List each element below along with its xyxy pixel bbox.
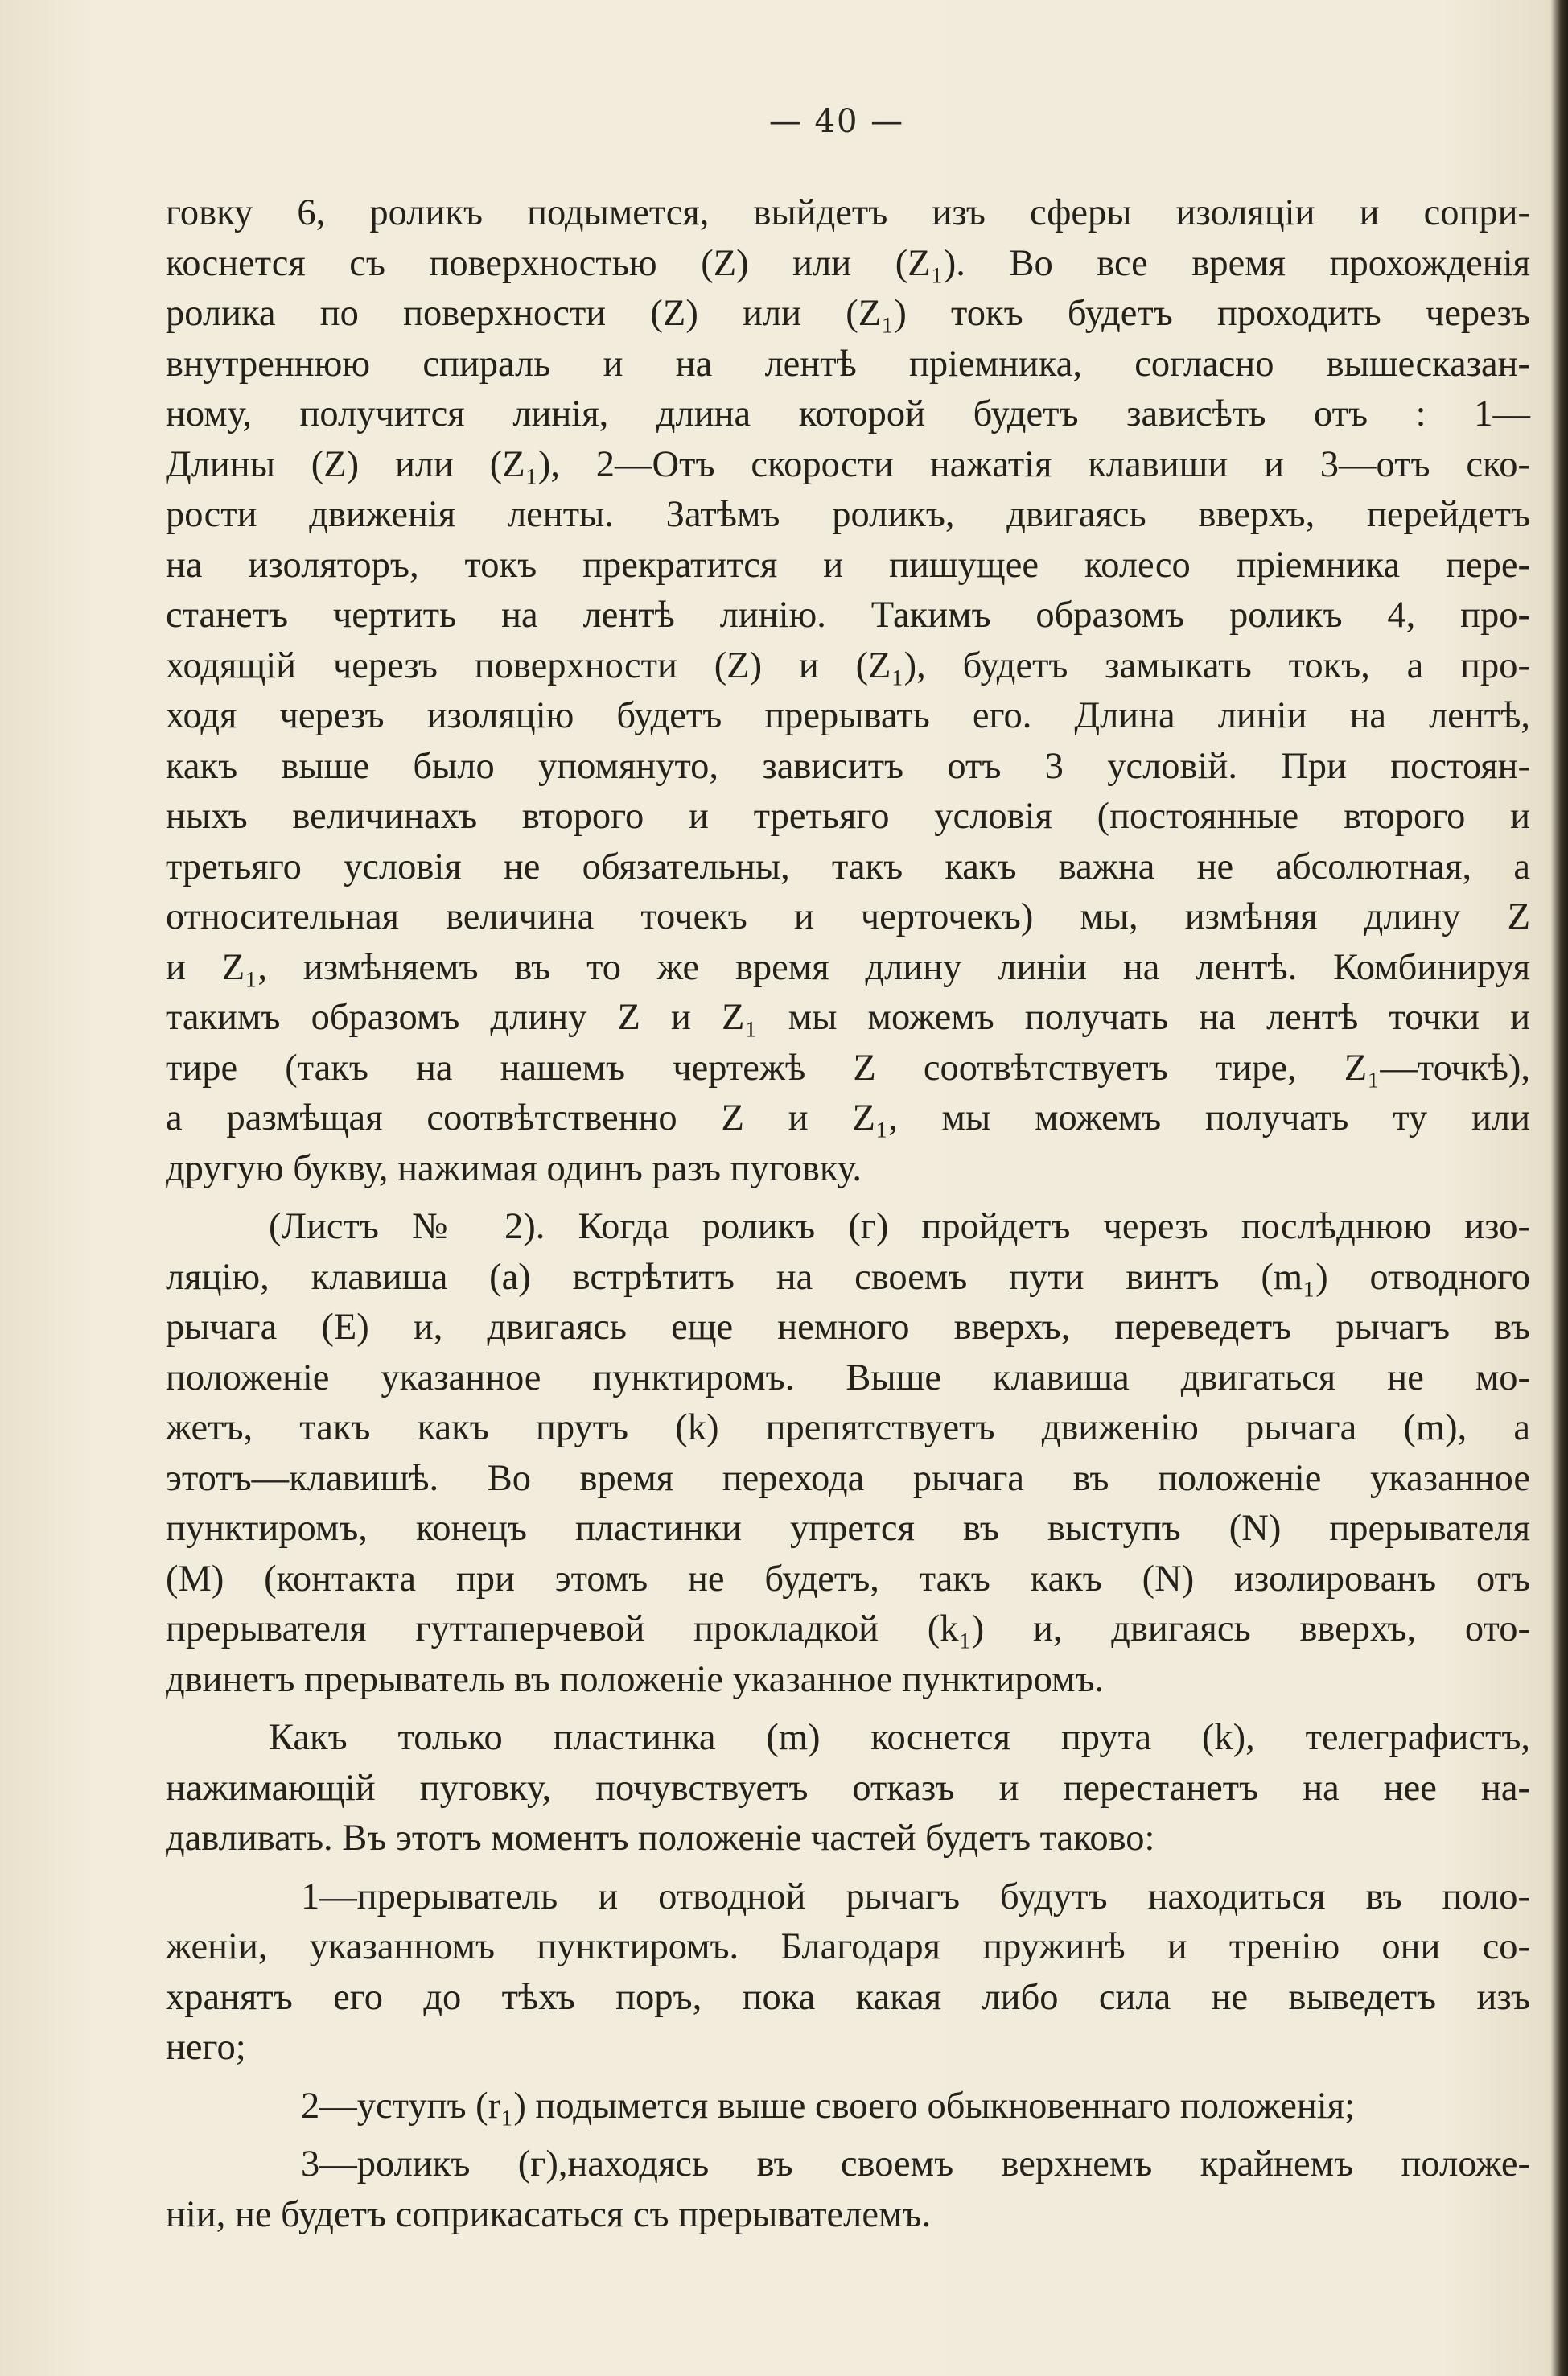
paragraph-5 — [166, 2082, 1530, 2132]
text-line: коснется съ поверхностью (Z) или (Z₁). Во все время прохожденія — [166, 242, 1530, 284]
text-line: 3—роликъ (г),находясь въ своемъ верхнемъ крайнемъ положе- — [301, 2143, 1530, 2185]
text-line: 2—уступъ (r₁) подымется выше своего обыкновеннаго положенія; — [301, 2085, 1356, 2127]
text-line: давливать. Въ этотъ моментъ положеніе частей будетъ таково: — [166, 1818, 1155, 1859]
text-line: него; — [166, 2027, 246, 2068]
text-line: Длины (Z) или (Z₁), 2—Отъ скорости нажатія клавиши и 3—отъ ско- — [166, 443, 1530, 485]
paragraph-3 — [166, 1713, 1530, 1864]
text-line: женіи, указанномъ пунктиромъ. Благодаря пружинѣ и тренію они со- — [166, 1926, 1530, 1967]
text-line: прерывателя гуттаперчевой прокладкой (k₁) и, двигаясь вверхъ, ото- — [166, 1608, 1530, 1649]
text-line: Какъ только пластинка (m) коснется прута (k), телеграфистъ, — [269, 1717, 1530, 1758]
text-line: рычага (Е) и, двигаясь еще немного вверхъ, переведетъ рычагъ въ — [166, 1307, 1530, 1348]
text-line: ходящій черезъ поверхности (Z) и (Z₁), будетъ замыкать токъ, а про- — [166, 644, 1530, 686]
text-line: рости движенія ленты. Затѣмъ роликъ, двигаясь вверхъ, перейдетъ — [166, 494, 1530, 535]
text-line: и Z₁, измѣняемъ въ то же время длину линіи на лентѣ. Комбинируя — [166, 946, 1530, 988]
text-line: (Листъ № 2). Когда роликъ (г) пройдетъ черезъ послѣднюю изо- — [269, 1206, 1530, 1247]
page-body-text — [166, 188, 1530, 2240]
text-line: этотъ—клавишѣ. Во время перехода рычага въ положеніе указанное — [166, 1457, 1530, 1499]
paragraph-2 — [166, 1202, 1530, 1705]
text-line: ному, получится линія, длина которой будетъ зависѣть отъ : 1— — [166, 393, 1530, 434]
paragraph-6 — [166, 2139, 1530, 2240]
text-line: ляцію, клавиша (а) встрѣтитъ на своемъ пути винтъ (m₁) отводного — [166, 1256, 1530, 1298]
text-line: (М) (контакта при этомъ не будетъ, такъ какъ (N) изолированъ отъ — [166, 1558, 1530, 1600]
text-line: ролика по поверхности (Z) или (Z₁) токъ будетъ проходить черезъ — [166, 293, 1530, 334]
text-line: ніи, не будетъ соприкасаться съ прерывателемъ. — [166, 2193, 932, 2235]
text-line: 1—прерыватель и отводной рычагъ будутъ находиться въ поло- — [301, 1876, 1530, 1917]
text-line: такимъ образомъ длину Z и Z₁ мы можемъ получать на лентѣ точки и — [166, 997, 1530, 1038]
text-line: станетъ чертить на лентѣ линію. Такимъ образомъ роликъ 4, про- — [166, 595, 1530, 636]
paragraph-1 — [166, 188, 1530, 1194]
text-line: жетъ, такъ какъ прутъ (k) препятствуетъ движенію рычага (m), а — [166, 1407, 1530, 1448]
text-line: третьяго условія не обязательны, такъ какъ важна не абсолютная, а — [166, 846, 1530, 887]
text-line: нажимающій пуговку, почувствуетъ отказъ и перестанетъ на нее на- — [166, 1767, 1530, 1809]
page-binding-edge — [1550, 0, 1568, 2376]
text-line: положеніе указанное пунктиромъ. Выше клавиша двигаться не мо- — [166, 1357, 1530, 1398]
page-number: — 40 — — [768, 103, 905, 140]
text-line: на изоляторъ, токъ прекратится и пишущее колесо пріемника пере- — [166, 544, 1530, 586]
text-line: тире (такъ на нашемъ чертежѣ Z соотвѣтствуетъ тире, Z₁—точкѣ), — [166, 1047, 1530, 1089]
text-line: ныхъ величинахъ второго и третьяго условія (постоянные второго и — [166, 796, 1530, 837]
text-line: ходя черезъ изоляцію будетъ прерывать его. Длина линіи на лентѣ, — [166, 695, 1530, 736]
text-line: говку 6, роликъ подымется, выйдетъ изъ сферы изоляціи и сопри- — [166, 192, 1530, 233]
text-line: а размѣщая соотвѣтственно Z и Z₁, мы можемъ получать ту или — [166, 1097, 1530, 1139]
text-line: внутреннюю спираль и на лентѣ пріемника, согласно вышесказан- — [166, 343, 1530, 385]
text-line: относительная величина точекъ и черточекъ) мы, измѣняя длину Z — [166, 896, 1530, 937]
text-line: хранятъ его до тѣхъ поръ, пока какая либо сила не выведетъ изъ — [166, 1976, 1530, 2018]
text-line: двинетъ прерыватель въ положеніе указанное пунктиромъ. — [166, 1658, 1105, 1700]
paragraph-4 — [166, 1872, 1530, 2073]
text-line: какъ выше было упомянуто, зависитъ отъ 3 условій. При постоян- — [166, 745, 1530, 787]
text-line: пунктиромъ, конецъ пластинки упрется въ выступъ (N) прерывателя — [166, 1508, 1530, 1549]
text-line: другую букву, нажимая одинъ разъ пуговку. — [166, 1147, 862, 1189]
